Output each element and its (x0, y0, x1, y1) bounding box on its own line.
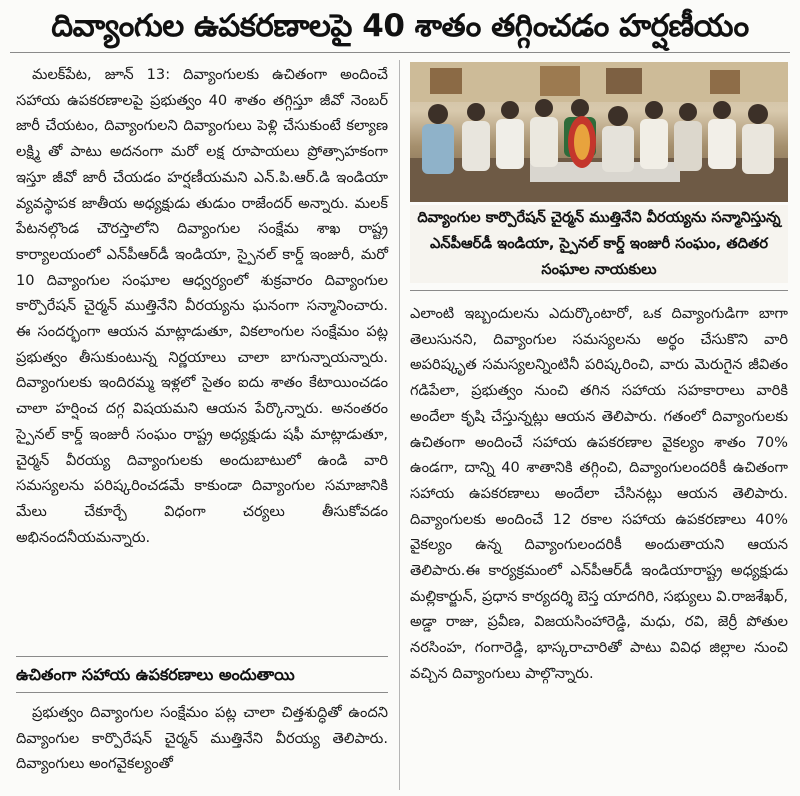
news-photo (410, 62, 788, 202)
article-column-left (16, 62, 388, 550)
article-column-left-continued (16, 700, 388, 777)
headline-rule (10, 52, 790, 53)
subheading-rule-top (16, 656, 388, 657)
article-body-left: మలక్‌పేట, జూన్ 13: దివ్యాంగులకు ఉచితంగా అందించే సహాయ ఉపకరణాలపై ప్రభుత్వం 40 శాతం తగ్గిస్తూ జీవో నెంబర్ జారీ చేయటం, దివ్యాంగులని దివ్యాంగులు పెళ్లి చేసుకుంటే కల్యాణ లక్ష్మి తో పాటు అదనంగా మరో లక్ష రూపాయలు ప్రోత్సాహకంగా ఇస్తూ జీవో జారీ చేయడం హర్షణీయమని ఎన్.పి.ఆర్.డి ఇండియా వ్యవస్థాపక జాతీయ అధ్యక్షుడు తుడుం రాజేందర్ అన్నారు. మలక్ పేటనల్గొండ చౌరస్తాలోని దివ్యాంగుల సంక్షేమ శాఖ రాష్ట్ర కార్యాలయంలో ఎన్‌పీఆర్‌డీ ఇండియా, స్పైనల్ కార్డ్ ఇంజురీ, మరో 10 దివ్యాంగుల సంఘాల ఆధ్వర్యంలో శుక్రవారం దివ్యాంగుల కార్పొరేషన్ చైర్మన్ ముత్తినేని వీరయ్యను ఘనంగా సన్మానించారు. ఈ సందర్భంగా ఆయన మాట్లాడుతూ, వికలాంగుల సంక్షేమం పట్ల ప్రభుత్వం తీసుకుంటున్న నిర్ణయాలు చాలా బాగున్నాయన్నారు. దివ్యాంగులకు ఇందిరమ్మ ఇళ్లలో సైతం ఐదు శాతం కేటాయించడం చాలా హర్షించ దగ్గ విషయమని ఆయన పేర్కొన్నారు. అనంతరం స్పైనల్ కార్డ్ ఇంజురీ సంఘం రాష్ట్ర అధ్యక్షుడు షఫీ మాట్లాడుతూ, చైర్మన్ వీరయ్య దివ్యాంగులకు అందుబాటులో ఉండి వారి సమస్యలను పరిష్కరించడమే కాకుండా దివ్యాంగుల సమాజానికి మేలు చేకూర్చే విధంగా చర్యలు తీసుకోవడం అభినందనీయమన్నారు. (16, 66, 388, 546)
subheading: ఉచితంగా సహాయ ఉపకరణాలు అందుతాయి (16, 665, 295, 684)
article-column-right (410, 301, 788, 687)
column-divider (399, 60, 400, 790)
article-body-right: ఎలాంటి ఇబ్బందులను ఎదుర్కొంటారో, ఒక దివ్యాంగుడిగా బాగా తెలుసునని, దివ్యాంగుల సమస్యలను అర్థం చేసుకొని వారి అపరిష్కృత సమస్యలన్నింటినీ పరిష్కరించి, వారు మెరుగైన జీవితం గడిపేలా, ప్రభుత్వం నుంచి తగిన సహాయ సహకారాలు వారికి అందేలా కృషి చేస్తున్నట్లు ఆయన తెలిపారు. గతంలో దివ్యాంగులకు ఉచితంగా అందించే సహాయ ఉపకరణాల వైకల్యం శాతం 70% ఉండగా, దాన్ని 40 శాతానికి తగ్గించి, దివ్యాంగులందరికీ ఉచితంగా సహాయ ఉపకరణాలు అందేలా చేసినట్లు ఆయన తెలిపారు. దివ్యాంగులకు అందించే 12 రకాల సహాయ ఉపకరణాలు 40% వైకల్యం ఉన్న దివ్యాంగులందరికీ అందుతాయని ఆయన తెలిపారు.ఈ కార్యక్రమంలో ఎన్‌పీఆర్‌డీ ఇండియారాష్ట్ర అధ్యక్షుడు మల్లికార్జున్, ప్రధాన కార్యదర్శి బెస్త యాదగిరి, సభ్యులు వి.రాజశేఖర్, అడ్డా రాజు, ప్రవీణ, విజయసింహారెడ్డి, మధు, రవి, జెర్రీ పోతుల నరసింహ, గంగారెడ్డి, భాస్కరాచారితో పాటు వివిధ జిల్లాల నుంచి వచ్చిన దివ్యాంగులు పాల్గొన్నారు. (410, 305, 789, 682)
headline: దివ్యాంగుల ఉపకరణాలపై 40 శాతం తగ్గించడం హర్షణీయం (51, 8, 749, 44)
article-body-left-continued: ప్రభుత్వం దివ్యాంగుల సంక్షేమం పట్ల చాలా చిత్తశుద్ధితో ఉందని దివ్యాంగుల కార్పొరేషన్ చైర్మన్ ముత్తినేని వీరయ్య తెలిపారు. దివ్యాంగులు అంగవైకల్యంతో (16, 704, 388, 773)
caption-rule (410, 290, 788, 291)
photo-caption: దివ్యాంగుల కార్పొరేషన్ చైర్మన్ ముత్తినేని వీరయ్యను సన్మానిస్తున్న ఎన్‌పీఆర్‌డీ ఇండియా, స్పైనల్ కార్డ్ ఇంజురీ సంఘం, తదితర సంఘాల నాయకులు (410, 205, 788, 283)
subheading-rule-bottom (16, 692, 388, 693)
group-photo-illustration (410, 62, 788, 202)
